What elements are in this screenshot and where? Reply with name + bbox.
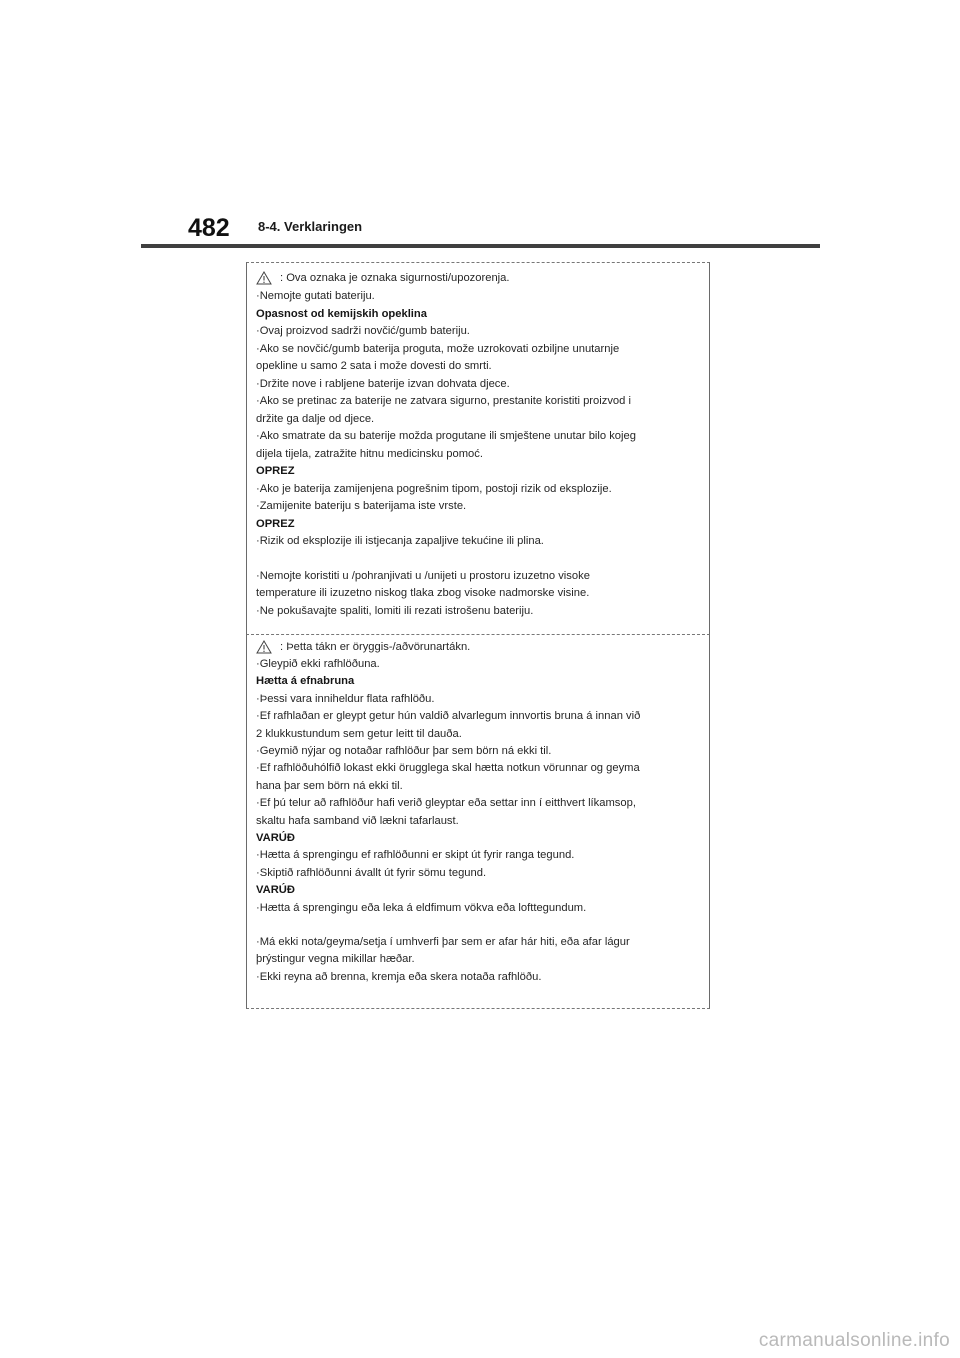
icelandic-line: ·Ef rafhlöðuhólfið lokast ekki örugglega skal hætta notkun vörunnar og geyma [256, 762, 640, 775]
croatian-line: ·Zamijenite bateriju s baterijama iste vrste. [256, 500, 467, 512]
icelandic-warning-line [256, 640, 470, 654]
icelandic-line: ·Geymið nýjar og notaðar rafhlöður þar sem börn ná ekki til. [256, 745, 552, 757]
croatian-line: ·Nemojte gutati bateriju. [256, 290, 375, 302]
croatian-line: Opasnost od kemijskih opeklina [256, 307, 427, 320]
croatian-line: držite ga dalje od djece. [256, 412, 375, 425]
icelandic-line: 2 klukkustundum sem getur leitt til dauða. [256, 727, 462, 740]
croatian-line: ·Ako je baterija zamijenjena pogrešnim tipom, postoji rizik od eksplozije. [256, 482, 612, 495]
croatian-line: ·Ako se novčić/gumb baterija proguta, može uzrokovati ozbiljne unutarnje [256, 342, 620, 355]
icelandic-line: Hætta á efnabruna [256, 675, 355, 688]
croatian-line: ·Ako smatrate da su baterije možda progutane ili smještene unutar bilo kojeg [256, 430, 636, 442]
page-number: 482 [188, 214, 230, 242]
icelandic-line: VARÚÐ [256, 884, 295, 897]
icelandic-line: ·Ef þú telur að rafhlöður hafi verið gleyptar eða settar inn í eitthvert líkamsop, [256, 797, 636, 810]
warning-triangle-icon [256, 640, 272, 654]
croatian-line: temperature ili izuzetno niskog tlaka zbog visoke nadmorske visine. [256, 587, 590, 599]
croatian-line: dijela tijela, zatražite hitnu medicinsku pomoć. [256, 447, 483, 460]
icelandic-line: ·Ef rafhlaðan er gleypt getur hún valdið alvarlegum innvortis bruna á innan við [256, 710, 641, 723]
croatian-line: ·Ovaj proizvod sadrži novčić/gumb bateriju. [256, 325, 470, 337]
icelandic-line: ·Ekki reyna að brenna, kremja eða skera notaða rafhlöðu. [256, 970, 542, 983]
icelandic-line: ·Hætta á sprengingu ef rafhlöðunni er skipt út fyrir ranga tegund. [256, 849, 575, 862]
section-title: 8-4. Verklaringen [258, 219, 363, 234]
header-divider [141, 244, 820, 248]
icelandic-line: ·Skiptið rafhlöðunni ávallt út fyrir sömu tegund. [256, 866, 487, 879]
icelandic-warning-text: : Þetta tákn er öryggis-/aðvörunartákn. [280, 641, 471, 653]
warning-triangle-icon [256, 271, 272, 285]
icelandic-line: ·Má ekki nota/geyma/setja í umhverfi þar sem er afar hár hiti, eða afar lágur [256, 936, 630, 948]
croatian-warning-box [246, 262, 710, 635]
croatian-line: OPREZ [256, 517, 295, 530]
icelandic-warning-box [246, 635, 710, 1009]
watermark: carmanualsonline.info [758, 1330, 950, 1351]
croatian-line: ·Ne pokušavajte spaliti, lomiti ili rezati istrošenu bateriju. [256, 604, 534, 617]
icelandic-line: þrýstingur vegna mikillar hæðar. [256, 953, 415, 966]
icelandic-line: ·Hætta á sprengingu eða leka á eldfimum vökva eða lofttegundum. [256, 901, 587, 914]
croatian-warning-text: : Ova oznaka je oznaka sigurnosti/upozorenja. [280, 272, 510, 284]
croatian-warning-line [256, 271, 509, 285]
icelandic-line: ·Gleypið ekki rafhlöðuna. [256, 658, 380, 670]
croatian-line: opekline u samo 2 sata i može dovesti do smrti. [256, 360, 492, 372]
icelandic-line: VARÚÐ [256, 832, 295, 844]
croatian-line: ·Ako se pretinac za baterije ne zatvara sigurno, prestanite koristiti proizvod i [256, 395, 631, 407]
icelandic-line: hana þar sem börn ná ekki til. [256, 779, 403, 792]
croatian-line: OPREZ [256, 465, 295, 477]
croatian-line: ·Držite nove i rabljene baterije izvan dohvata djece. [256, 377, 510, 390]
icelandic-line: ·Þessi vara inniheldur flata rafhlöðu. [256, 692, 435, 705]
icelandic-line: skaltu hafa samband við lækni tafarlaust. [256, 814, 459, 827]
croatian-line: ·Nemojte koristiti u /pohranjivati u /unijeti u prostoru izuzetno visoke [256, 569, 590, 582]
croatian-line: ·Rizik od eksplozije ili istjecanja zapaljive tekućine ili plina. [256, 535, 544, 547]
